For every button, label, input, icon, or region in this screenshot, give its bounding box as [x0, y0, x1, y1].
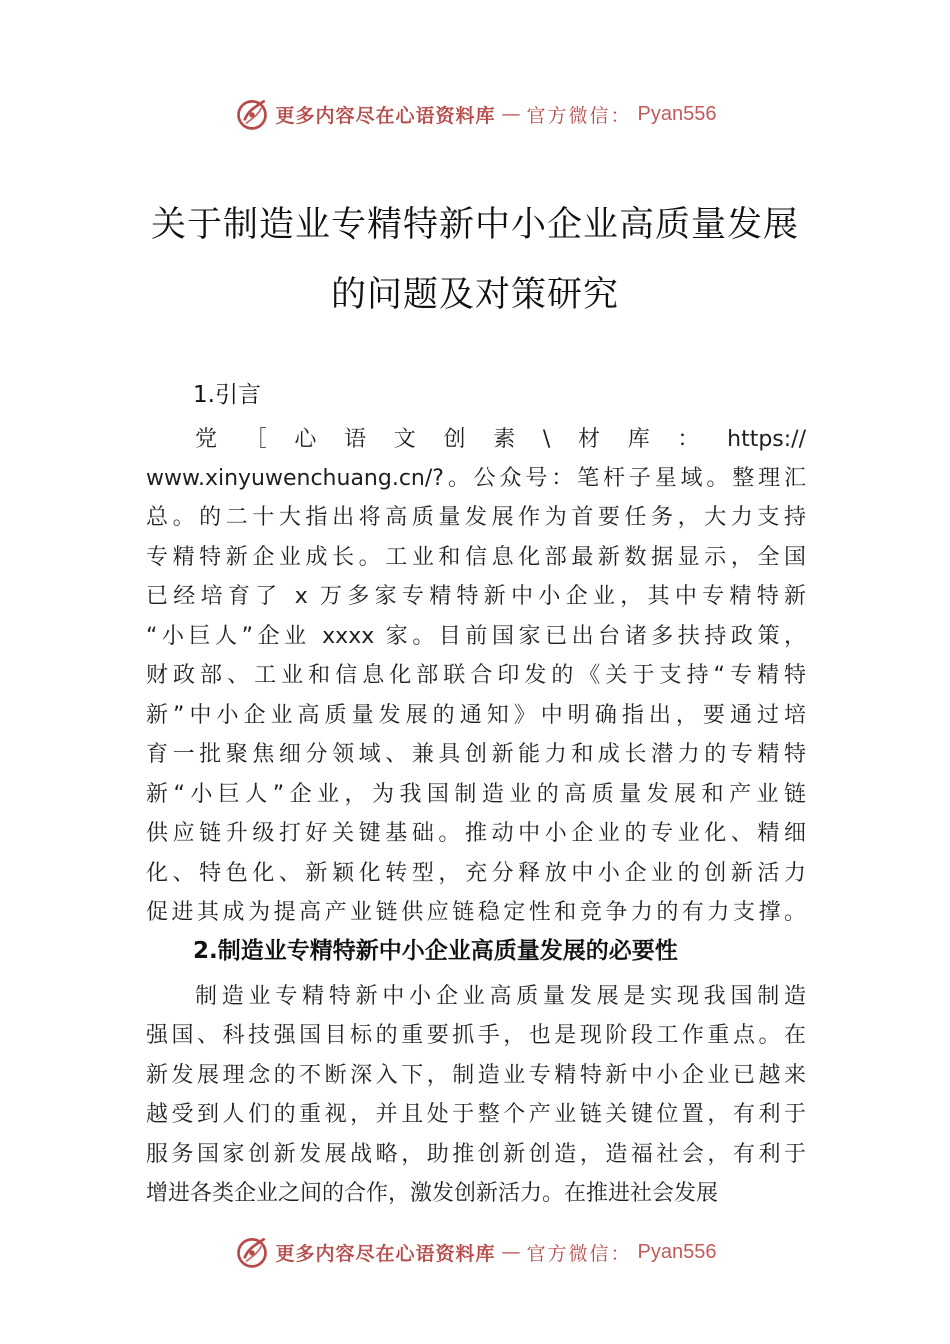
paragraph-line: 总。的二十大指出将高质量发展作为首要任务，大力支持: [146, 505, 806, 530]
document-title-line-1: 关于制造业专精特新中小企业高质量发展: [150, 205, 799, 245]
paragraph-line: 化、特色化、新颖化转型，充分释放中小企业的创新活力: [146, 861, 806, 886]
paragraph-line: 服务国家创新发展战略，助推创新创造，造福社会，有利于: [146, 1142, 806, 1167]
wechat-id: Pyan556: [637, 102, 717, 125]
paragraph-line: 越受到人们的重视，并且处于整个产业链关键位置，有利于: [146, 1102, 806, 1127]
section-1-heading: 1.引言: [193, 382, 261, 408]
brand-text: 更多内容尽在心语资料库: [275, 1242, 496, 1265]
paragraph-line: 增进各类企业之间的合作，激发创新活力。在推进社会发展: [146, 1181, 719, 1206]
wechat-label: 官方微信：: [526, 104, 632, 127]
paragraph-line: 新“小巨人”企业，为我国制造业的高质量发展和产业链: [146, 782, 806, 807]
paragraph-line: www.xinyuwenchuang.cn/?。公众号：笔杆子星域。整理汇: [146, 466, 806, 491]
wechat-label: 官方微信：: [526, 1242, 632, 1265]
paragraph-line: 制造业专精特新中小企业高质量发展是实现我国制造: [195, 984, 806, 1009]
brand-logo-icon: [234, 96, 270, 132]
paragraph-line: 新发展理念的不断深入下，制造业专精特新中小企业已越来: [146, 1063, 806, 1088]
paragraph-line: 促进其成为提高产业链供应链稳定性和竞争力的有力支撑。: [146, 900, 806, 925]
banner-separator: —: [501, 103, 521, 125]
paragraph-line: 育一批聚焦细分领域、兼具创新能力和成长潜力的专精特: [146, 742, 806, 767]
paragraph-line: 已经培育了 x 万多家专精特新中小企业，其中专精特新: [146, 584, 806, 609]
header-banner: [0, 94, 950, 134]
paragraph-line: 新”中小企业高质量发展的通知》中明确指出，要通过培: [146, 703, 806, 728]
paragraph-line: “小巨人”企业 xxxx 家。目前国家已出台诸多扶持政策，: [146, 624, 806, 649]
paragraph-line: 供应链升级打好关键基础。推动中小企业的专业化、精细: [146, 821, 806, 846]
paragraph-line: 专精特新企业成长。工业和信息化部最新数据显示，全国: [146, 545, 806, 570]
wechat-id: Pyan556: [637, 1240, 717, 1263]
brand-logo-icon: [234, 1234, 270, 1270]
document-title-line-2: 的问题及对策研究: [330, 275, 619, 315]
paragraph-line: 财政部、工业和信息化部联合印发的《关于支持“专精特: [146, 663, 806, 688]
paragraph-line: 党［心语文创素\材库：https://: [195, 427, 806, 452]
section-2-heading: 2.制造业专精特新中小企业高质量发展的必要性: [193, 938, 678, 964]
brand-text: 更多内容尽在心语资料库: [275, 104, 496, 127]
paragraph-line: 强国、科技强国目标的重要抓手，也是现阶段工作重点。在: [146, 1023, 806, 1048]
banner-separator: —: [501, 1241, 521, 1263]
footer-banner: [0, 1232, 950, 1272]
